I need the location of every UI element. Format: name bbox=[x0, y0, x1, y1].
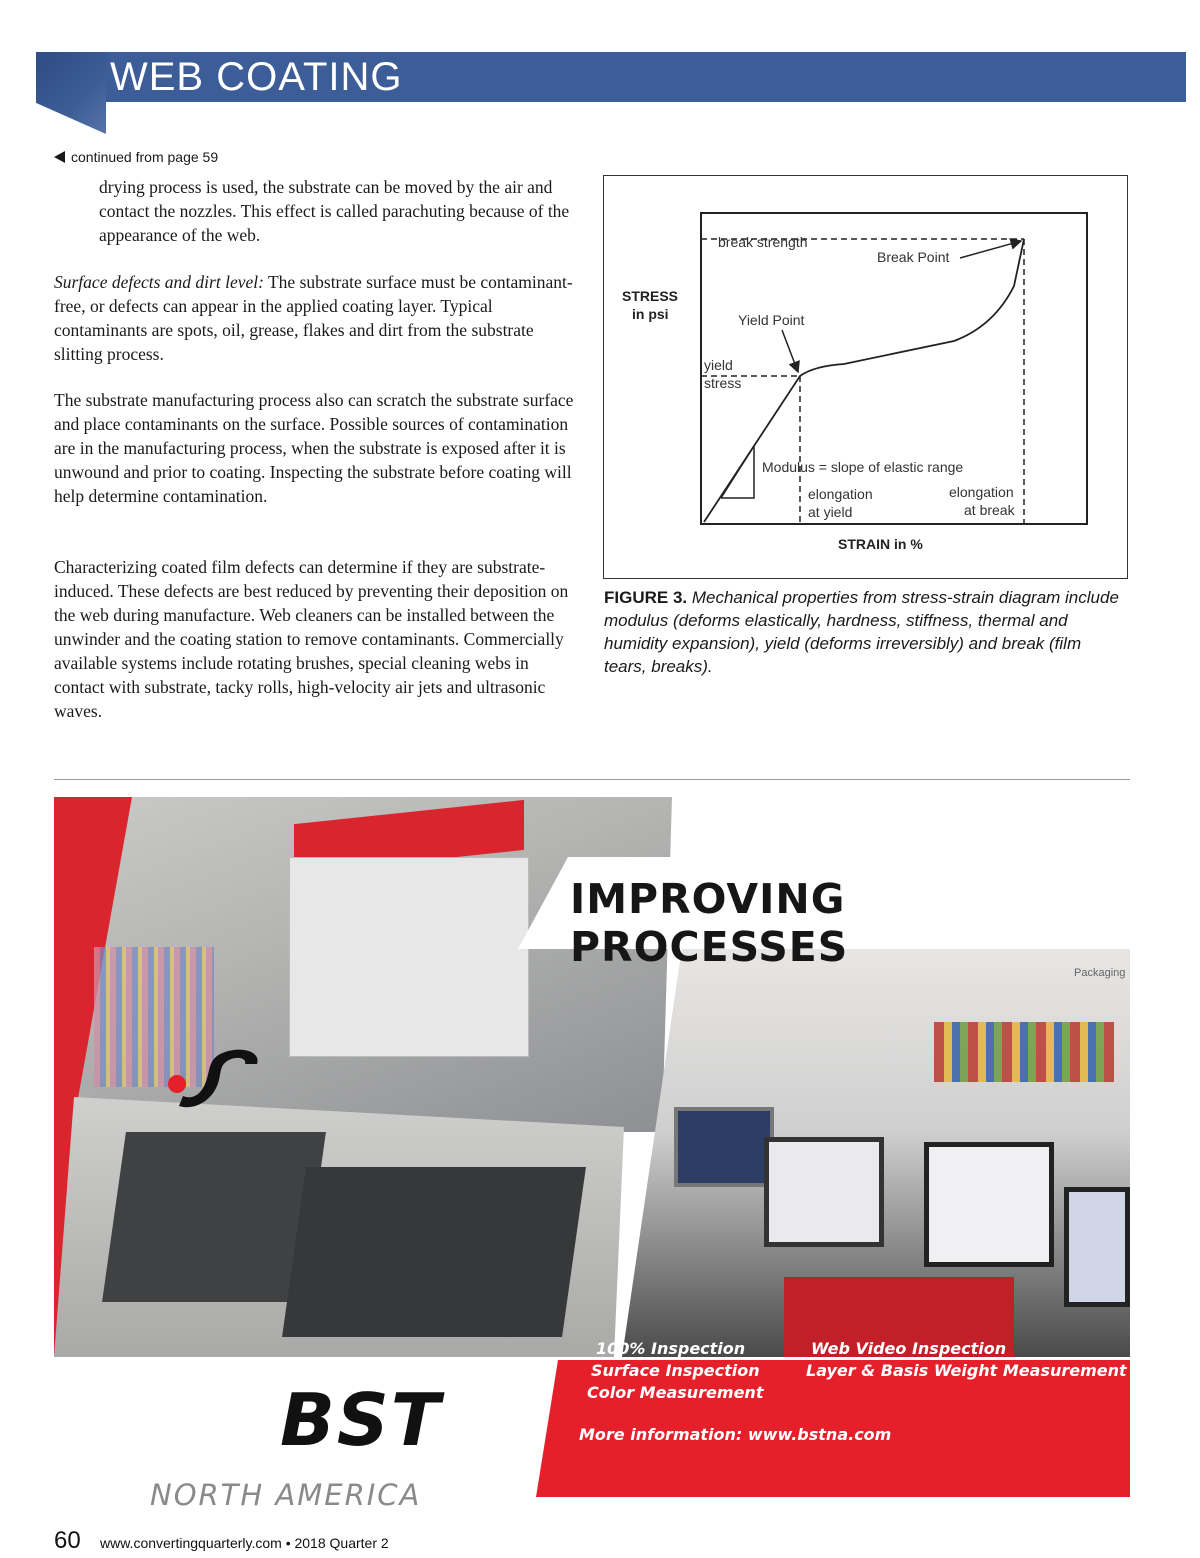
x-axis-label: STRAIN in % bbox=[838, 536, 923, 552]
yield-point-label: Yield Point bbox=[738, 312, 805, 328]
continued-text: continued from page 59 bbox=[71, 149, 219, 165]
figure-caption bbox=[604, 586, 1124, 678]
section-header-tab bbox=[36, 52, 106, 134]
elongation-break-label-1: elongation bbox=[949, 484, 1014, 500]
break-point-arrow bbox=[960, 241, 1021, 258]
ad-headline: IMPROVING PROCESSES bbox=[570, 875, 849, 971]
feature-item: Layer & Basis Weight Measurement bbox=[806, 1361, 1127, 1380]
page-number: 60 bbox=[54, 1527, 81, 1554]
bst-logo-icon bbox=[165, 1046, 265, 1116]
break-point-label: Break Point bbox=[877, 249, 950, 265]
packaging-sign: Packaging bbox=[1074, 967, 1126, 979]
yield-stress-label-1: yield bbox=[704, 357, 733, 373]
continued-note bbox=[54, 149, 218, 165]
figure-caption-text: Mechanical properties from stress-strain diagram include modulus (deforms elastically, hardness, stiffness, thermal and humidity expansion), yield (deforms irreversibly) and break (film tears, breaks). bbox=[604, 588, 1119, 676]
eltromat-unit-right bbox=[282, 1167, 586, 1337]
bst-brand-name: BST bbox=[280, 1378, 442, 1462]
footer-site-issue: www.convertingquarterly.com • 2018 Quarter 2 bbox=[100, 1535, 389, 1551]
section-title: WEB COATING bbox=[110, 55, 403, 99]
elongation-yield-label-2: at yield bbox=[808, 504, 853, 520]
feature-item: Web Video Inspection bbox=[811, 1339, 1007, 1358]
article-paragraph-3: The substrate manufacturing process also can scratch the substrate surface and place contaminants on the surface. Possible sources of contamination are in the manufacturing process, when the substrate is exposed after it is unwound and prior to coating. Inspecting the substrate before coating will help determine contamination. bbox=[54, 390, 574, 506]
yield-stress-label-2: stress bbox=[704, 375, 742, 391]
feature-item: Color Measurement bbox=[587, 1383, 764, 1402]
break-strength-label: break strength bbox=[718, 234, 808, 250]
elongation-yield-label-1: elongation bbox=[808, 486, 873, 502]
article-paragraph-2 bbox=[54, 270, 574, 366]
feature-item: 100% Inspection bbox=[596, 1339, 746, 1358]
yield-point-arrow bbox=[782, 330, 798, 372]
section-divider bbox=[54, 779, 1130, 780]
paragraph-lead: Surface defects and dirt level: bbox=[54, 272, 264, 292]
figure-label: FIGURE 3. bbox=[604, 588, 688, 607]
feature-item: Surface Inspection bbox=[591, 1361, 760, 1380]
monitor-image bbox=[674, 1107, 774, 1187]
tubescan-machine-body bbox=[289, 857, 529, 1057]
left-arrow-icon bbox=[54, 151, 65, 163]
y-axis-label-1: STRESS bbox=[622, 288, 679, 304]
stress-strain-diagram bbox=[604, 176, 1129, 580]
monitor-image bbox=[764, 1137, 884, 1247]
modulus-label: Modulus = slope of elastic range bbox=[762, 459, 964, 475]
y-axis-label-2: in psi bbox=[632, 306, 669, 322]
monitor-image bbox=[1064, 1187, 1130, 1307]
modulus-triangle bbox=[721, 446, 754, 498]
paragraph-body: The substrate surface must be contaminant-free, or defects can appear in the applied coating layer. Typical contaminants are spots, oil, grease, flakes and dirt from the substrate slitting process. bbox=[54, 272, 573, 364]
article-paragraph-4: Characterizing coated film defects can determine if they are substrate-induced. These defects are best reduced by preventing their deposition on the web during manufacture. Web cleaners can be installed between the unwinder and the coating station to remove contaminants. Commercially available systems include rotating brushes, special cleaning webs in contact with substrate, tacky rolls, high-velocity air jets and ultrasonic waves. bbox=[54, 557, 569, 721]
monitor-image bbox=[924, 1142, 1054, 1267]
bst-brand-subtitle: NORTH AMERICA bbox=[150, 1478, 422, 1512]
more-info-link[interactable]: More information: www.bstna.com bbox=[579, 1425, 892, 1444]
article-paragraph-1: drying process is used, the substrate can be moved by the air and contact the nozzles. This effect is called parachuting because of the appearance of the web. bbox=[99, 177, 570, 245]
elongation-break-label-2: at break bbox=[964, 502, 1015, 518]
packaging-shelf-image bbox=[934, 1022, 1114, 1082]
stress-strain-curve bbox=[704, 239, 1024, 522]
stress-strain-figure bbox=[603, 175, 1128, 579]
